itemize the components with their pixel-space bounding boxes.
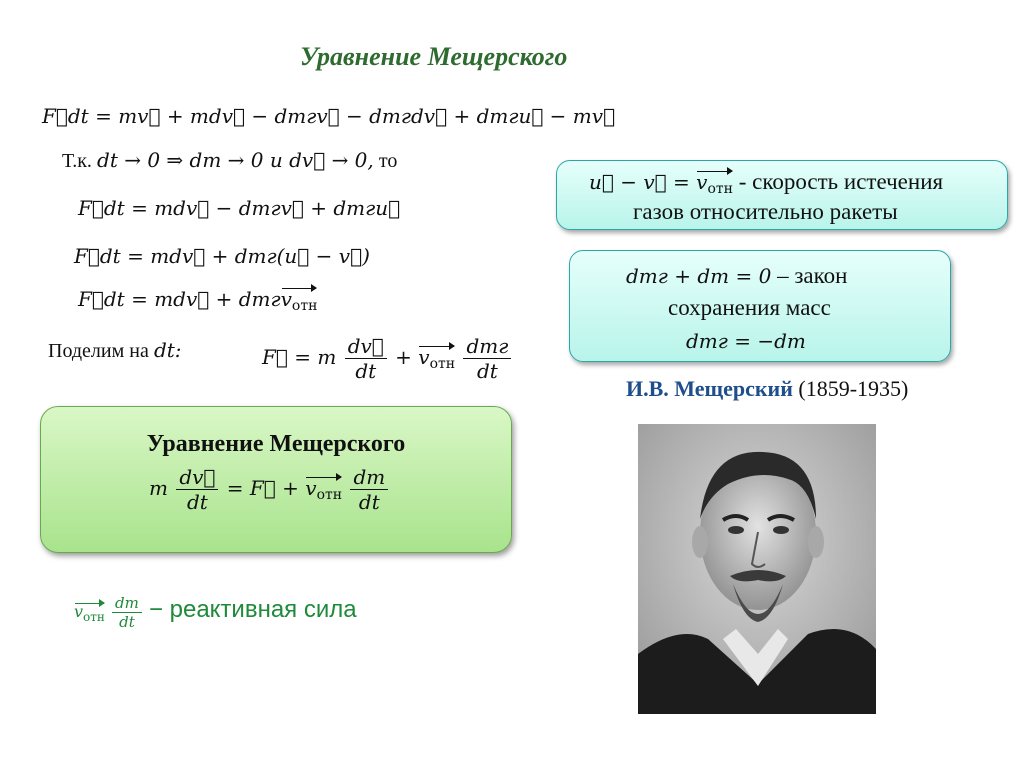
slide-title: Уравнение Мещерского: [300, 42, 568, 71]
box-title: Уравнение Мещерского: [146, 431, 406, 457]
meshchersky-portrait: [638, 424, 876, 714]
tk-expression: dt → 0 ⇒ dm → 0 и dv⃗ → 0,: [97, 148, 374, 172]
caption-name: И.В. Мещерский: [626, 376, 793, 401]
mass-conservation-line2: сохранения масс: [668, 295, 831, 320]
velocity-definition-box: [556, 160, 1008, 230]
force-lhs: F⃗ = m: [262, 345, 337, 369]
reactive-force-label: − реактивная сила: [148, 596, 357, 623]
mass-symbol: m: [149, 476, 168, 500]
tk-prefix: Т.к.: [62, 150, 92, 172]
equation-4-left: F⃗dt = mdv⃗ + dmг: [78, 287, 281, 311]
meshchersky-equation-box: [40, 406, 512, 553]
equation-2: F⃗dt = mdv⃗ − dmгv⃗ + dmгu⃗: [78, 196, 401, 220]
mass-conservation-box: [569, 250, 951, 362]
v-otn-vector-4: $v_{отн}$: [74, 602, 105, 624]
equation-momentum: F⃗dt = mv⃗ + mdv⃗ − dmгv⃗ − dmгdv⃗ + dmгu⃗ − mv⃗: [42, 104, 616, 128]
fraction-dm-dt-reactive: $\frac{dm}{dt}$: [112, 594, 142, 631]
fraction-dv-dt: $\frac{dv⃗}{dt}$: [345, 334, 387, 383]
portrait-caption: [626, 376, 908, 402]
reactive-force-line: [74, 594, 357, 631]
divide-var: dt:: [153, 338, 182, 362]
fraction-dm-dt-box: $\frac{dm}{dt}$: [350, 465, 388, 514]
equals-force: = F⃗ +: [226, 476, 299, 500]
v-otn-vector-3: $v_{отн}$: [305, 476, 343, 503]
mass-conservation-line1: dmг + dm = 0 – закон: [626, 263, 848, 288]
meshchersky-equation: [149, 465, 390, 514]
velocity-definition-line1: u⃗ − v⃗ = $v_{отн}$ - скорость истечения: [589, 169, 944, 197]
plus-sign: +: [395, 345, 412, 369]
limit-condition: [62, 148, 397, 173]
tk-suffix: то: [378, 150, 398, 172]
divided-equation: [262, 334, 513, 383]
divide-line: [48, 338, 182, 363]
velocity-definition-line2: газов относительно ракеты: [633, 199, 898, 224]
v-otn-vector: $v_{отн}$: [280, 287, 318, 314]
equation-3: F⃗dt = mdv⃗ + dmг(u⃗ − v⃗): [74, 244, 370, 268]
mass-conservation-line3: dmг = −dm: [686, 329, 806, 353]
divide-label: Поделим на: [48, 340, 149, 362]
equation-4: [78, 287, 317, 314]
fraction-dv-dt-box: $\frac{dv⃗}{dt}$: [176, 465, 218, 514]
caption-years: (1859-1935): [798, 376, 909, 401]
v-otn-vector-2: $v_{отн}$: [418, 345, 456, 372]
fraction-dmg-dt: $\frac{\text{dmг}}{dt}$: [463, 334, 511, 383]
